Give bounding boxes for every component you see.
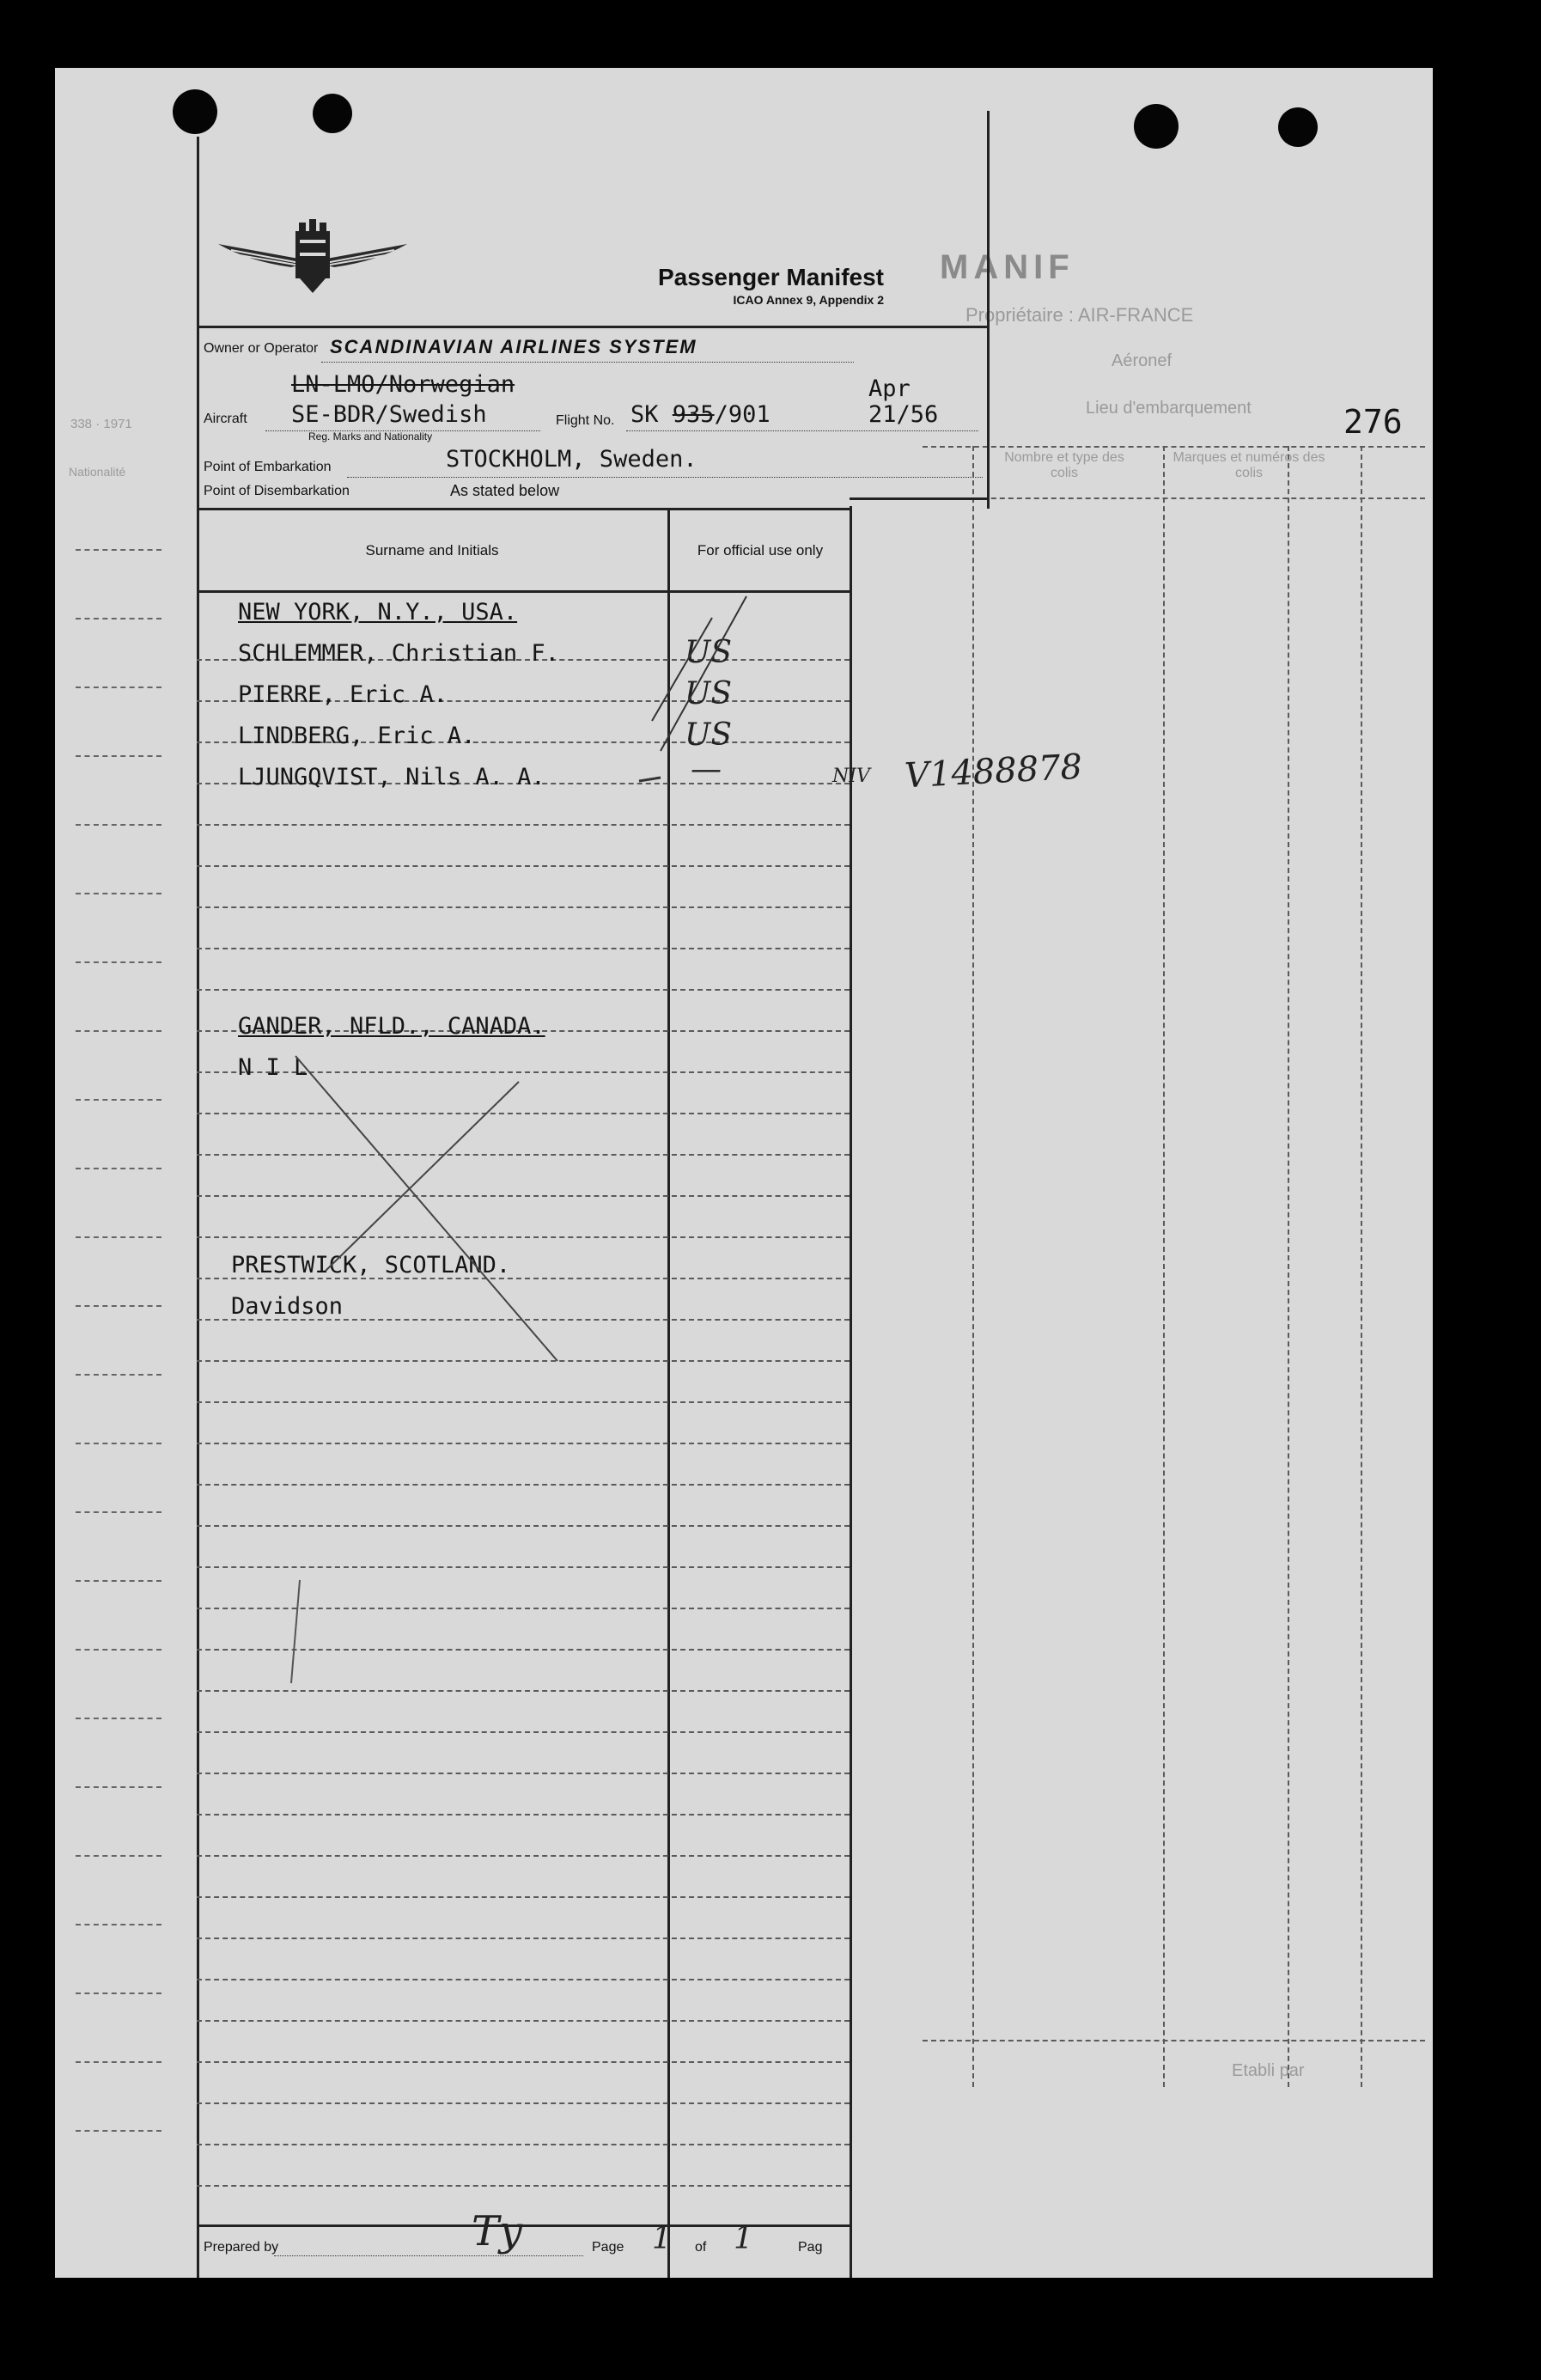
owner-label: Owner or Operator bbox=[204, 341, 319, 356]
surname-column-header: Surname and Initials bbox=[365, 542, 499, 558]
manifest-sheet bbox=[55, 68, 1433, 2278]
embark-label: Point of Embarkation bbox=[204, 460, 332, 474]
flight-label: Flight No. bbox=[556, 413, 615, 428]
flight-number: /901 bbox=[714, 401, 770, 428]
entry-passenger: LJUNGQVIST, Nils A. A. bbox=[238, 764, 545, 790]
disembark-label: Point of Disembarkation bbox=[204, 484, 350, 498]
page-label-cut: Pag bbox=[798, 2240, 823, 2255]
entry-visa-number: V1488878 bbox=[903, 747, 1084, 796]
punch-hole bbox=[1278, 107, 1318, 147]
entry-nil: N I L bbox=[238, 1054, 308, 1081]
background-form-aeronef: Aéronef bbox=[1112, 351, 1172, 370]
date-month: Apr bbox=[868, 375, 911, 402]
official-use-column-header: For official use only bbox=[697, 542, 824, 558]
background-form-marques: Marques et numéros des colis bbox=[1172, 450, 1325, 480]
entry-passenger: LINDBERG, Eric A. bbox=[238, 723, 476, 749]
form-title: Passenger Manifest bbox=[658, 264, 884, 290]
background-form-proprietaire: Propriétaire : AIR-FRANCE bbox=[965, 304, 1194, 326]
date-value: 21/56 bbox=[868, 401, 939, 428]
background-form-etabli: Etabli par bbox=[1232, 2061, 1305, 2080]
entry-destination-new-york: NEW YORK, N.Y., USA. bbox=[238, 599, 518, 626]
background-grid-line bbox=[923, 446, 1425, 448]
flight-struck: 935 bbox=[672, 401, 715, 428]
background-grid-line bbox=[1288, 446, 1289, 2087]
background-form-lieu: Lieu d'embarquement bbox=[1086, 399, 1252, 418]
manifest-stamp-number: 276 bbox=[1343, 403, 1403, 441]
prepared-by-label: Prepared by bbox=[204, 2240, 279, 2255]
prepared-underline bbox=[274, 2255, 583, 2256]
background-left-code: 338 · 1971 bbox=[70, 417, 132, 431]
of-label: of bbox=[695, 2240, 707, 2255]
owner-value: SCANDINAVIAN AIRLINES SYSTEM bbox=[330, 336, 697, 357]
aircraft-value: SE-BDR/Swedish bbox=[291, 401, 487, 428]
background-form-title: MANIF bbox=[940, 248, 1075, 286]
entry-official-mark: US bbox=[685, 676, 733, 711]
entry-official-mark: US bbox=[685, 635, 733, 670]
entry-name: Davidson bbox=[231, 1293, 344, 1320]
form-subtitle: ICAO Annex 9, Appendix 2 bbox=[733, 293, 884, 307]
entry-passenger: SCHLEMMER, Christian F. bbox=[238, 640, 559, 667]
background-grid-line bbox=[923, 497, 1425, 499]
aircraft-struck-value: LN-LMO/Norwegian bbox=[291, 371, 515, 398]
page-number: 1 bbox=[652, 2221, 672, 2256]
prepared-by-signature: Ty bbox=[472, 2207, 523, 2255]
aircraft-label: Aircraft bbox=[204, 412, 247, 426]
entry-official-mark: US bbox=[685, 717, 733, 753]
pen-strokes bbox=[197, 68, 991, 2278]
entry-destination-prestwick: PRESTWICK, SCOTLAND. bbox=[231, 1252, 511, 1278]
entry-passenger: PIERRE, Eric A. bbox=[238, 681, 448, 708]
background-grid-line bbox=[923, 2040, 1425, 2041]
background-grid-line bbox=[1163, 446, 1165, 2087]
entry-official-mark: — bbox=[691, 752, 722, 787]
disembark-value: As stated below bbox=[450, 482, 560, 499]
page-total: 1 bbox=[734, 2221, 753, 2256]
flight-prefix: SK bbox=[630, 401, 659, 428]
background-grid-line bbox=[1361, 446, 1362, 2087]
background-left-word: Nationalité bbox=[69, 465, 126, 479]
background-form-nombre: Nombre et type des colis bbox=[1004, 450, 1124, 480]
punch-hole bbox=[1134, 104, 1179, 149]
entry-destination-gander: GANDER, NFLD., CANADA. bbox=[238, 1013, 545, 1040]
entry-visa-note: NIV bbox=[832, 766, 870, 787]
page-label: Page bbox=[592, 2240, 624, 2255]
embark-value: STOCKHOLM, Sweden. bbox=[446, 446, 697, 473]
aircraft-caption: Reg. Marks and Nationality bbox=[308, 430, 433, 442]
